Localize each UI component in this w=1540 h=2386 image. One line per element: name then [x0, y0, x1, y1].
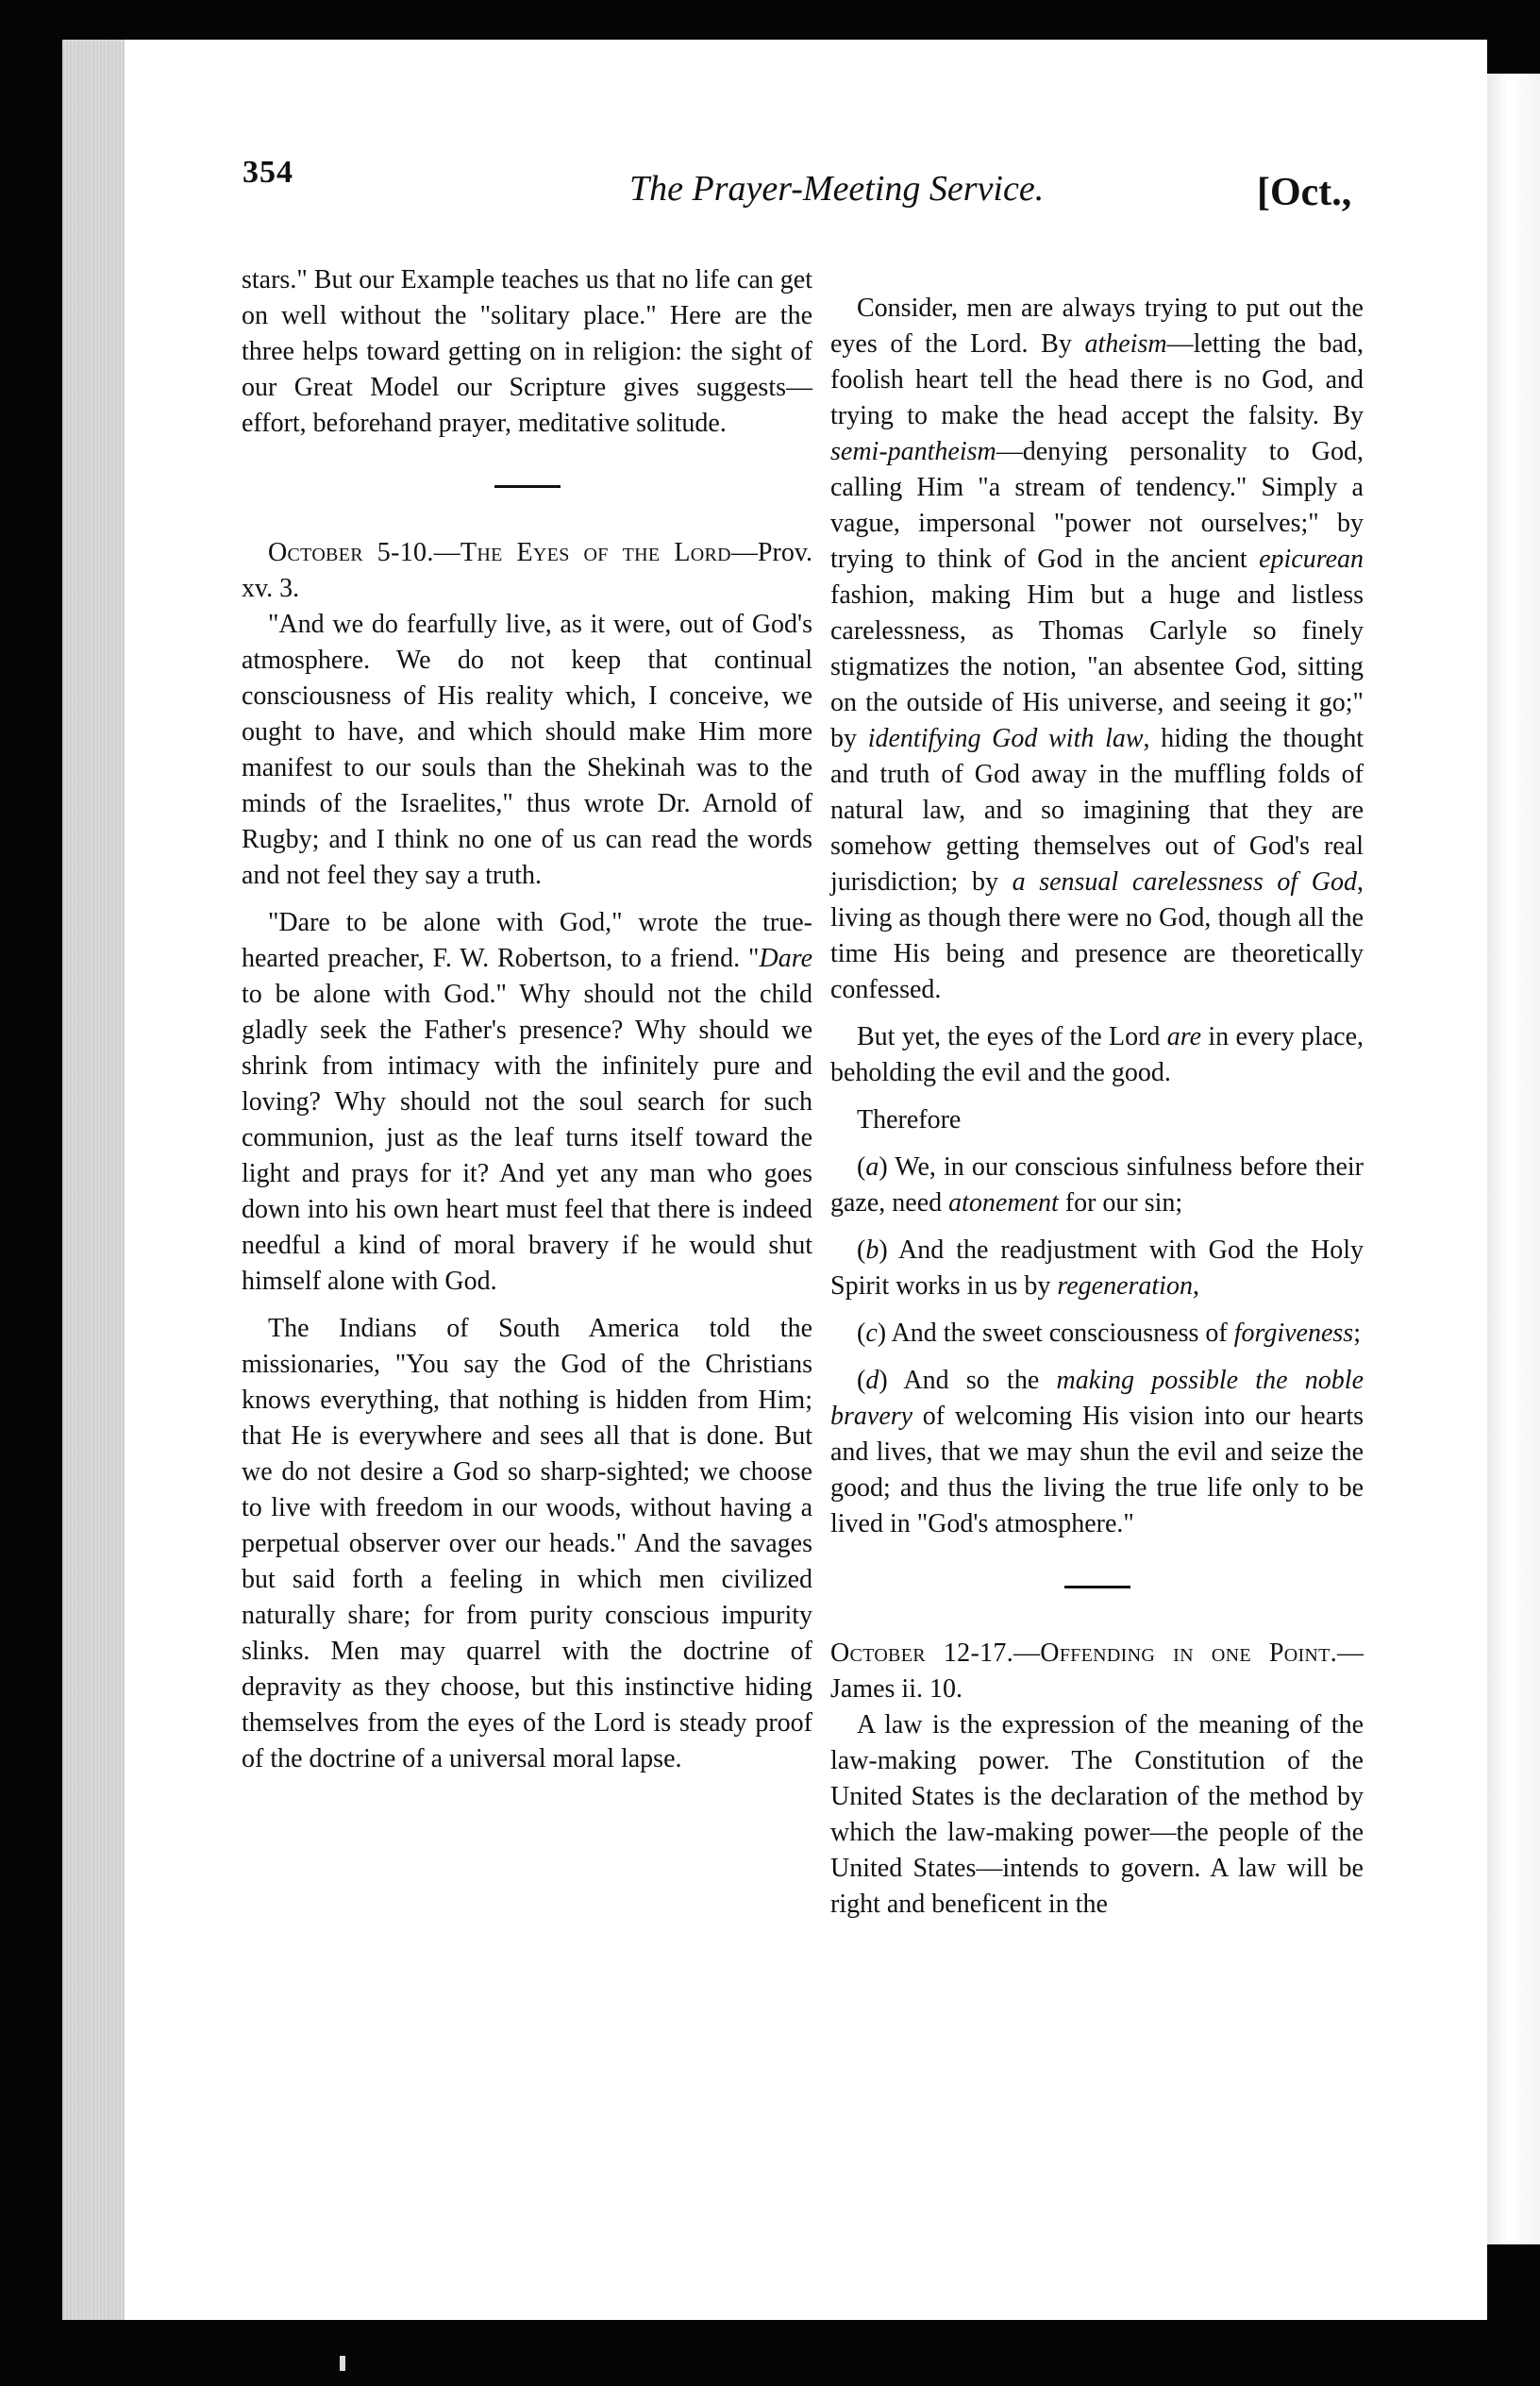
emphasis: atonement — [948, 1188, 1059, 1218]
list-letter: b — [865, 1235, 879, 1265]
text-run: ) And so the — [879, 1366, 1057, 1395]
section-heading — [830, 1636, 1364, 1707]
emphasis: regeneration — [1057, 1271, 1193, 1301]
emphasis: making possible the noble bravery — [830, 1366, 1364, 1431]
emphasis: atheism — [1084, 329, 1167, 359]
text-run: ( — [857, 1152, 866, 1182]
emphasis: forgiveness — [1233, 1319, 1354, 1348]
paragraph: "And we do fearfully live, as it were, out of God's atmosphere. We do not keep that continual consciousness of His reality which, I conceive, we ought to have, and which should make Him more manifest to our souls than the Shekinah was to the minds of the Israelites," thus wrote Dr. Arnold of Rugby; and I think no one of us can read the words and not feel they say a truth. — [242, 610, 812, 890]
list-letter: c — [865, 1319, 878, 1348]
list-item — [830, 1316, 1364, 1352]
text-run: to be alone with God." Why should not the child gladly seek the Father's presence? Why should we shrink from intimacy with the infinitely pure and loving? Why should not the soul search for such communion, just as the leaf turns itself toward the light and prays for it? And yet any man who goes down into his own heart must feel that there is indeed needful a kind of moral bravery if he would shut himself alone with God. — [242, 980, 812, 1296]
text-run: ( — [857, 1235, 866, 1265]
right-column — [830, 291, 1364, 1923]
paragraph: A law is the expression of the meaning of the law-making power. The Constitution of the United States is the declaration of the method by which the law-making power—the people of the United States—intends to govern. A law will be right and beneficent in the — [830, 1710, 1364, 1919]
emphasis: Dare — [759, 944, 812, 973]
list-item — [830, 1233, 1364, 1304]
text-run: ) We, in our conscious sinfulness before their gaze, need — [830, 1152, 1364, 1218]
list-letter: a — [865, 1152, 879, 1182]
paragraph — [242, 905, 812, 1300]
section-divider — [494, 485, 561, 488]
text-run: ) And the sweet consciousness of — [877, 1319, 1234, 1348]
text-run: —denying personality to God, calling Him "a stream of tendency." Simply a vague, impersonal "power not ourselves;" by trying to think of God in the ancient — [830, 437, 1364, 574]
section-reference: —James ii. 10. — [830, 1638, 1364, 1704]
emphasis: identifying God with law — [867, 724, 1144, 753]
emphasis: are — [1166, 1022, 1202, 1051]
running-title: The Prayer-Meeting Service. — [629, 169, 1045, 209]
text-run: ( — [857, 1366, 866, 1395]
paragraph — [830, 291, 1364, 1008]
list-letter: d — [865, 1366, 879, 1395]
page-number: 354 — [243, 155, 293, 190]
section-divider — [1064, 1586, 1130, 1588]
text-run: , hiding the thought and truth of God away in the muffling folds of natural law, and so imagining that they are somehow getting themselves out of God's real jurisdiction; by — [830, 724, 1364, 897]
section-title: —The Eyes of the Lord — [433, 538, 731, 567]
section-date: October 12-17. — [830, 1638, 1013, 1668]
text-run: —letting the bad, foolish heart tell the head there is no God, and trying to make the head accept the falsity. By — [830, 329, 1364, 430]
paragraph: stars." But our Example teaches us that no life can get on well without the "solitary place." Here are the three helps toward getting on in religion: the sight of our Great Model our Scripture gives suggests—effort, beforehand prayer, meditative solitude. — [242, 265, 812, 438]
adjacent-page-edge — [1487, 74, 1540, 2244]
text-run: But yet, the eyes of the Lord — [857, 1022, 1167, 1051]
section-date: October 5-10. — [268, 538, 434, 567]
scan-artifact — [340, 2356, 345, 2371]
page-header — [243, 155, 1356, 230]
text-run: ; — [1353, 1319, 1361, 1348]
text-run: in every place, beholding the evil and the good. — [830, 1022, 1364, 1087]
section-reference: —Prov. xv. 3. — [242, 538, 812, 603]
section-title: —Offending in one Point. — [1013, 1638, 1337, 1668]
paragraph — [830, 1019, 1364, 1091]
text-run: ( — [857, 1319, 866, 1348]
section-heading — [242, 535, 812, 607]
emphasis: semi-pantheism — [830, 437, 996, 466]
text-run: , living as though there were no God, though all the time His being and presence are theoretically confessed. — [830, 867, 1364, 1004]
emphasis: epicurean — [1259, 545, 1364, 574]
text-run: fashion, making Him but a huge and listless carelessness, as Thomas Carlyle so finely stigmatizes the notion, "an absentee God, sitting on the outside of His universe, and seeing it go;" by — [830, 580, 1364, 753]
list-item — [830, 1363, 1364, 1542]
text-run: ) And the readjustment with God the Holy Spirit works in us by — [830, 1235, 1364, 1301]
emphasis: a sensual carelessness of God — [1012, 867, 1358, 897]
text-run: , — [1192, 1271, 1199, 1301]
left-column — [242, 262, 812, 1777]
text-run: Consider, men are always trying to put out the eyes of the Lord. By — [830, 294, 1364, 359]
paragraph: The Indians of South America told the missionaries, "You say the God of the Christians knows everything, that nothing is hidden from Him; that He is everywhere and sees all that is done. But we do not desire a God so sharp-sighted; we choose to live with freedom in our woods, without having a perpetual observer over our heads." And the savages but said forth a feeling in which men civilized naturally share; for from purity conscious impurity slinks. Men may quarrel with the doctrine of depravity as they choose, but this instinctive hiding themselves from the eyes of the Lord is steady proof of the doctrine of a universal moral lapse. — [242, 1314, 812, 1773]
paragraph: Therefore — [857, 1105, 962, 1134]
text-run: for our sin; — [1058, 1188, 1183, 1218]
running-month: [Oct., — [1257, 171, 1352, 214]
list-item — [830, 1150, 1364, 1221]
page-stack-edge — [62, 40, 125, 2320]
text-run: of welcoming His vision into our hearts and lives, that we may shun the evil and seize the good; and thus the living the true life only to be lived in "God's atmosphere." — [830, 1402, 1364, 1538]
text-run: "Dare to be alone with God," wrote the true-hearted preacher, F. W. Robertson, to a friend. " — [242, 908, 812, 973]
